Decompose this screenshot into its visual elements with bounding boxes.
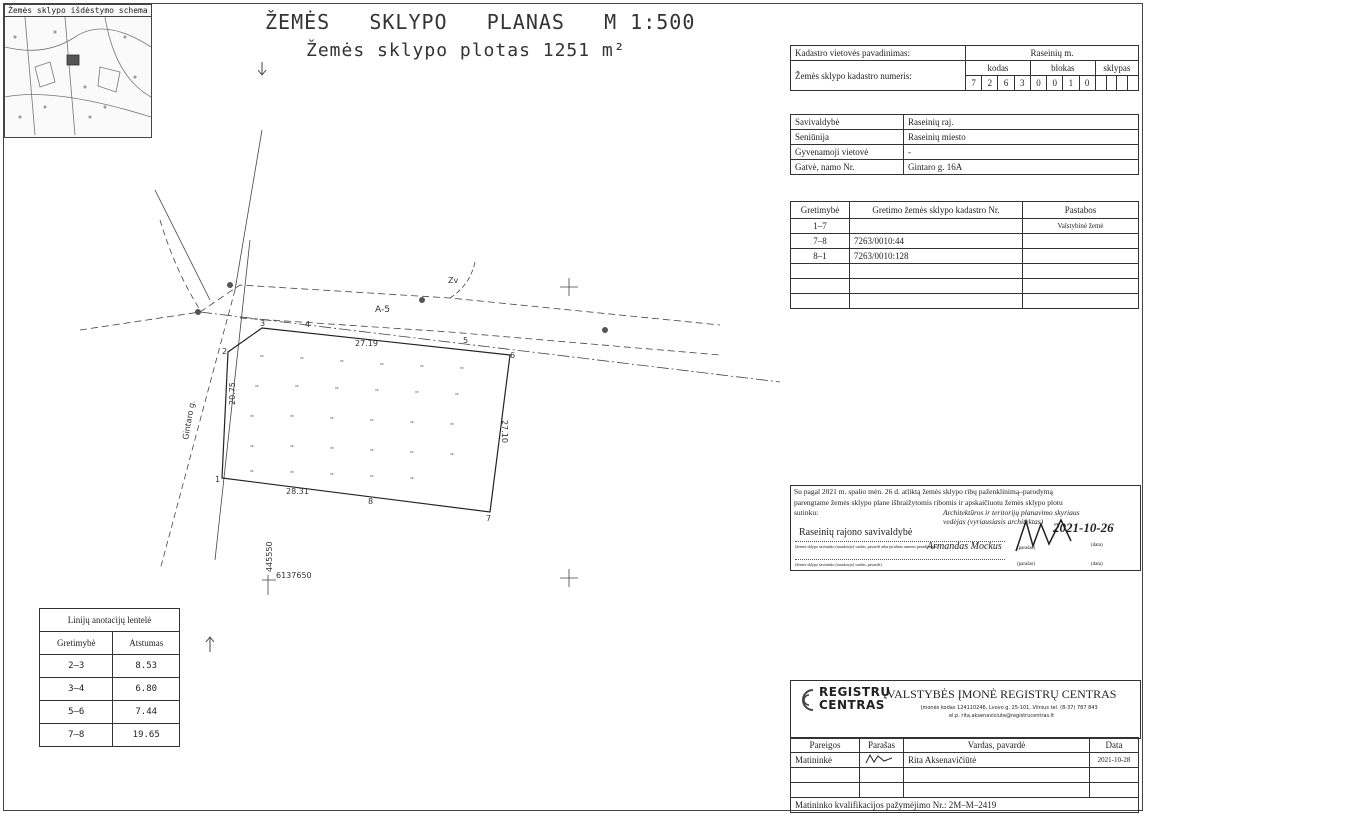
address-row bbox=[791, 130, 1139, 145]
table-row bbox=[791, 279, 1139, 294]
line-g: 2–3 bbox=[40, 655, 113, 678]
svg-text:'': '' bbox=[330, 446, 334, 454]
agreement-date-hand: 2021-10-26 bbox=[1053, 520, 1114, 535]
dim-west: 20.75 bbox=[228, 382, 237, 405]
sig-head-name: Vardas, pavardė bbox=[904, 738, 1090, 753]
coord-x: 6137650 bbox=[276, 571, 312, 580]
parcel-boundary bbox=[222, 328, 510, 512]
svg-text:'': '' bbox=[295, 384, 299, 392]
dim-east: 27.10 bbox=[500, 420, 509, 443]
agreement-stamp-2: vedėjas (vyriausiasis architektas) bbox=[943, 517, 1044, 526]
company-block bbox=[790, 680, 1141, 739]
point-4: 4 bbox=[305, 320, 311, 329]
svg-text:'': '' bbox=[415, 390, 419, 398]
neighbor-g: 7–8 bbox=[791, 234, 850, 249]
street-curve bbox=[155, 190, 210, 300]
svg-text:'': '' bbox=[250, 444, 254, 452]
road-edge-north bbox=[80, 285, 720, 330]
svg-text:'': '' bbox=[380, 362, 384, 370]
svg-text:'': '' bbox=[300, 356, 304, 364]
table-row bbox=[40, 678, 180, 701]
table-row bbox=[791, 249, 1139, 264]
point-7: 7 bbox=[486, 514, 492, 523]
address-value: Gintaro g. 16A bbox=[904, 160, 1139, 175]
grid-cross bbox=[560, 278, 578, 296]
signature-mark bbox=[864, 753, 894, 765]
agreement-block bbox=[790, 485, 1141, 571]
agreement-text-1: Su pagal 2021 m. spalio mėn. 26 d. atliktą žemės sklypo ribų paženklinimą–parodymą bbox=[794, 487, 1053, 496]
svg-text:'': '' bbox=[255, 384, 259, 392]
table-row bbox=[40, 701, 180, 724]
line-d: 19.65 bbox=[113, 724, 180, 747]
sig-date: 2021-10-28 bbox=[1090, 753, 1139, 768]
neighbor-g: 8–1 bbox=[791, 249, 850, 264]
svg-text:'': '' bbox=[340, 359, 344, 367]
cadastre-digit: 3 bbox=[1014, 76, 1030, 91]
address-label: Seniūnija bbox=[791, 130, 904, 145]
cadastre-digit: 0 bbox=[1047, 76, 1063, 91]
cadastre-digit bbox=[1128, 76, 1139, 91]
point-6: 6 bbox=[510, 351, 516, 360]
neighbor-nr: 7263/0010:128 bbox=[850, 249, 1023, 264]
address-value: Raseinių miesto bbox=[904, 130, 1139, 145]
line-g: 5–6 bbox=[40, 701, 113, 724]
sig-head-sign: Parašas bbox=[860, 738, 904, 753]
neighbor-nr bbox=[850, 264, 1023, 279]
svg-text:'': '' bbox=[410, 420, 414, 428]
inset-title: Žemės sklypo išdėstymo schema bbox=[5, 5, 151, 17]
svg-text:'': '' bbox=[420, 364, 424, 372]
road-centerline bbox=[200, 312, 780, 382]
coord-y: 445550 bbox=[265, 541, 274, 572]
address-row bbox=[791, 145, 1139, 160]
svg-text:'': '' bbox=[260, 354, 264, 362]
neighbors-head-g: Gretimybė bbox=[791, 202, 850, 219]
point-8: 8 bbox=[368, 497, 374, 506]
table-row bbox=[791, 768, 1139, 783]
line-table-title: Linijų anotacijų lentelė bbox=[40, 609, 180, 632]
neighbor-p bbox=[1023, 264, 1139, 279]
cadastre-digit: 0 bbox=[1079, 76, 1095, 91]
agreement-text-3: sutinku: bbox=[794, 508, 819, 517]
point-3: 3 bbox=[260, 319, 266, 328]
street-label: Gintaro g. bbox=[181, 399, 197, 441]
sig-head-role: Pareigos bbox=[791, 738, 860, 753]
svg-text:'': '' bbox=[330, 472, 334, 480]
address-row bbox=[791, 160, 1139, 175]
logo-line-2: CENTRAS bbox=[819, 698, 885, 712]
table-row bbox=[791, 219, 1139, 234]
site-plan-drawing bbox=[0, 0, 790, 680]
agreement-stamp-1: Architektūros ir teritorijų planavimo skyriaus bbox=[943, 508, 1080, 517]
line-d: 6.80 bbox=[113, 678, 180, 701]
agreement-caption-sign: (parašas) bbox=[1017, 546, 1036, 551]
table-row bbox=[791, 783, 1139, 798]
agreement-caption-owner-2: (žemės sklypo savininko (naudotojo) vardas, pavardė) bbox=[795, 559, 1005, 570]
grid-cross bbox=[560, 569, 578, 587]
svg-text:'': '' bbox=[455, 392, 459, 400]
neighbor-g: 1–7 bbox=[791, 219, 850, 234]
line-table-head-g: Gretimybė bbox=[40, 632, 113, 655]
cadastre-digit bbox=[1117, 76, 1128, 91]
address-label: Gatvė, namo Nr. bbox=[791, 160, 904, 175]
svg-text:'': '' bbox=[460, 366, 464, 374]
line-d: 7.44 bbox=[113, 701, 180, 724]
signatures-table bbox=[790, 737, 1139, 813]
neighbors-head-nr: Gretimo žemės sklypo kadastro Nr. bbox=[850, 202, 1023, 219]
svg-text:'': '' bbox=[370, 448, 374, 456]
svg-text:'': '' bbox=[370, 474, 374, 482]
neighbor-nr bbox=[850, 279, 1023, 294]
cadastre-digit: 1 bbox=[1063, 76, 1079, 91]
company-details-2: el.p. rita.aksenaviciute@registrucentras.lt bbox=[949, 713, 1055, 719]
cadastre-head-sklypas: sklypas bbox=[1095, 61, 1138, 76]
neighbor-nr bbox=[850, 219, 1023, 234]
cadastre-digit bbox=[1095, 76, 1106, 91]
plan-title: ŽEMĖS SKLYPO PLANAS M 1:500 bbox=[265, 10, 696, 34]
neighbor-g bbox=[791, 279, 850, 294]
neighbor-g bbox=[791, 264, 850, 279]
svg-text:'': '' bbox=[450, 422, 454, 430]
neighbor-p bbox=[1023, 234, 1139, 249]
line-g: 7–8 bbox=[40, 724, 113, 747]
svg-text:'': '' bbox=[250, 469, 254, 477]
address-value: Raseinių raj. bbox=[904, 115, 1139, 130]
cadastre-digit: 7 bbox=[966, 76, 982, 91]
north-arrows bbox=[206, 62, 266, 652]
company-details-1: Įmonės kodas 124110246, Lvovo g. 25-101, Vilnius tel. (8-37) 787 843 bbox=[921, 705, 1098, 711]
agreement-caption-date-2: (data) bbox=[1091, 562, 1103, 567]
svg-text:'': '' bbox=[250, 414, 254, 422]
street-edge-far bbox=[235, 130, 262, 290]
agreement-org: Raseinių rajono savivaldybė bbox=[799, 527, 913, 538]
coordinate-tick bbox=[262, 575, 276, 595]
svg-text:'': '' bbox=[410, 450, 414, 458]
address-label: Gyvenamoji vietovė bbox=[791, 145, 904, 160]
zv-label: Zv bbox=[448, 276, 459, 285]
parcel-hatch bbox=[250, 354, 464, 484]
address-row bbox=[791, 115, 1139, 130]
table-row bbox=[791, 234, 1139, 249]
table-row bbox=[791, 264, 1139, 279]
svg-text:'': '' bbox=[450, 452, 454, 460]
dim-north: 27.19 bbox=[355, 339, 378, 348]
sig-role: Matininkė bbox=[791, 753, 860, 768]
neighbor-g bbox=[791, 294, 850, 309]
line-d: 8.53 bbox=[113, 655, 180, 678]
cadastre-number-label: Žemės sklypo kadastro numeris: bbox=[791, 61, 966, 91]
point-2: 2 bbox=[222, 347, 228, 356]
svg-text:'': '' bbox=[290, 444, 294, 452]
road-edge-south bbox=[240, 318, 720, 355]
cadastre-digit: 6 bbox=[998, 76, 1014, 91]
cadastre-head-kodas: kodas bbox=[966, 61, 1031, 76]
neighbors-table bbox=[790, 201, 1139, 309]
svg-text:'': '' bbox=[290, 470, 294, 478]
address-value: - bbox=[904, 145, 1139, 160]
svg-text:'': '' bbox=[290, 414, 294, 422]
cadastre-digit: 0 bbox=[1030, 76, 1046, 91]
cadastre-head-blokas: blokas bbox=[1030, 61, 1095, 76]
neighbor-p: Valstybinė žemė bbox=[1023, 219, 1139, 234]
line-g: 3–4 bbox=[40, 678, 113, 701]
point-labels bbox=[215, 319, 515, 523]
agreement-caption-sign-2: (parašas) bbox=[1017, 562, 1036, 567]
svg-text:'': '' bbox=[335, 386, 339, 394]
plan-area: Žemės sklypo plotas 1251 m² bbox=[306, 40, 626, 61]
agreement-caption-date: (data) bbox=[1091, 543, 1103, 548]
table-row bbox=[40, 724, 180, 747]
cadastre-location-value: Raseinių m. bbox=[966, 46, 1139, 61]
neighbor-p bbox=[1023, 279, 1139, 294]
table-row bbox=[791, 753, 1139, 768]
cadastre-digit bbox=[1106, 76, 1117, 91]
table-row bbox=[791, 294, 1139, 309]
svg-text:'': '' bbox=[410, 476, 414, 484]
svg-text:'': '' bbox=[375, 388, 379, 396]
point-5: 5 bbox=[463, 336, 469, 345]
neighbors-head-p: Pastabos bbox=[1023, 202, 1139, 219]
point-1: 1 bbox=[215, 475, 221, 484]
cadastre-table bbox=[790, 45, 1139, 91]
agreement-signer: Armandas Mockus bbox=[927, 541, 1002, 552]
svg-text:'': '' bbox=[370, 418, 374, 426]
registry-logo-icon bbox=[797, 687, 819, 713]
sig-name: Rita Aksenavičiūtė bbox=[904, 753, 1090, 768]
neighbor-nr bbox=[850, 294, 1023, 309]
agreement-text-2: parengtame žemės sklypo plane išbraižytomis ribomis ir apskaičiuotu žemės sklypo plotu bbox=[794, 498, 1063, 507]
neighbor-nr: 7263/0010:44 bbox=[850, 234, 1023, 249]
cadastre-location-label: Kadastro vietovės pavadinimas: bbox=[791, 46, 966, 61]
sig-cert: Matininko kvalifikacijos pažymėjimo Nr.: 2M–M–2419 bbox=[791, 798, 1139, 813]
neighbor-p bbox=[1023, 249, 1139, 264]
sig-signature bbox=[860, 753, 904, 768]
line-table-head-d: Atstumas bbox=[113, 632, 180, 655]
logo-line-1: REGISTRŲ bbox=[819, 685, 891, 699]
dim-south: 28.31 bbox=[286, 487, 309, 496]
agreement-caption-owner: (žemės sklypo savininko (naudotojo) vardas, pavardė arba juridinio asmens pavadinimas) bbox=[795, 541, 1005, 552]
street-curve-2 bbox=[160, 220, 200, 310]
cadastre-digit: 2 bbox=[982, 76, 998, 91]
company-name: VALSTYBĖS ĮMONĖ REGISTRŲ CENTRAS bbox=[887, 687, 1117, 701]
sig-head-date: Data bbox=[1090, 738, 1139, 753]
road-label: A-5 bbox=[375, 305, 390, 315]
neighbor-p bbox=[1023, 294, 1139, 309]
svg-text:'': '' bbox=[330, 416, 334, 424]
address-label: Savivaldybė bbox=[791, 115, 904, 130]
address-table bbox=[790, 114, 1139, 175]
